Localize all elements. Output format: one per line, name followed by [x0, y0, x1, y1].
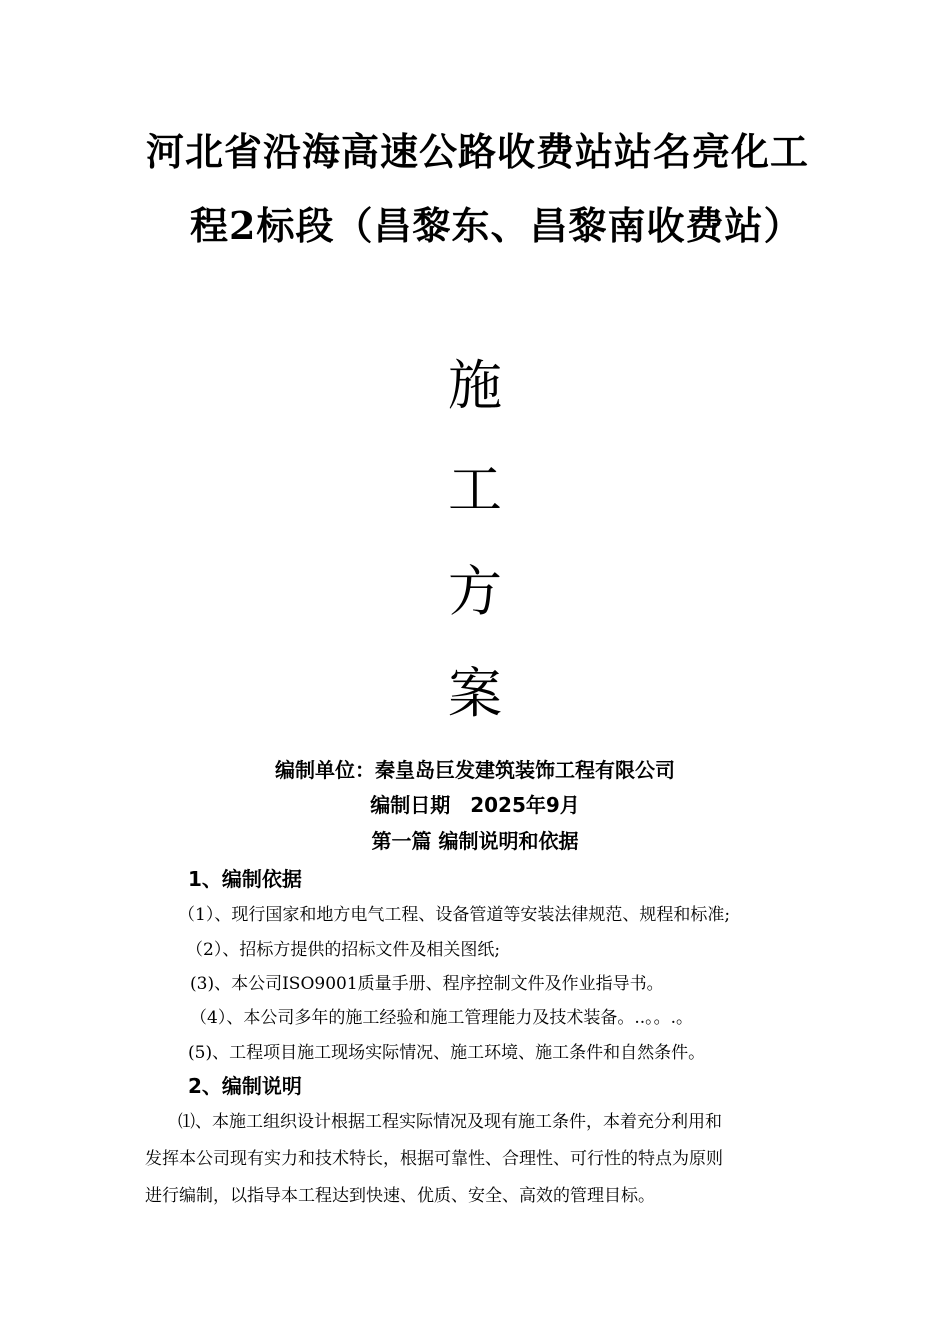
part-title: 第一篇 编制说明和依据: [371, 829, 579, 853]
basis-item: （4）、本公司多年的施工经验和施工管理能力及技术装备。..。。.。: [190, 1008, 694, 1028]
heading-char-4: 案: [448, 662, 502, 725]
basis-item: (3)、本公司ISO9001质量手册、程序控制文件及作业指导书。: [190, 974, 664, 994]
section-heading-basis: 1、编制依据: [188, 867, 302, 891]
basis-item: （2）、招标方提供的招标文件及相关图纸;: [186, 940, 501, 960]
basis-item: (5)、工程项目施工现场实际情况、施工环境、施工条件和自然条件。: [188, 1043, 706, 1063]
compile-unit: 编制单位：秦皇岛巨发建筑装饰工程有限公司: [275, 758, 675, 782]
compile-date: 编制日期 2025年9月: [370, 793, 580, 817]
basis-item: （1）、现行国家和地方电气工程、设备管道等安装法律规范、规程和标准;: [178, 905, 731, 925]
description-paragraph-line: 进行编制，以指导本工程达到快速、优质、安全、高效的管理目标。: [145, 1186, 655, 1206]
heading-char-3: 方: [448, 560, 502, 623]
document-title-line-2: 程2标段（昌黎东、昌黎南收费站）: [190, 203, 803, 248]
description-paragraph-line: 发挥本公司现有实力和技术特长，根据可靠性、合理性、可行性的特点为原则: [145, 1149, 723, 1169]
heading-char-2: 工: [448, 458, 502, 521]
description-paragraph-line: ⑴、本施工组织设计根据工程实际情况及现有施工条件，本着充分利用和: [178, 1112, 722, 1132]
section-heading-description: 2、编制说明: [188, 1074, 302, 1098]
heading-char-1: 施: [448, 354, 502, 417]
document-title-line-1: 河北省沿海高速公路收费站站名亮化工: [146, 129, 810, 174]
